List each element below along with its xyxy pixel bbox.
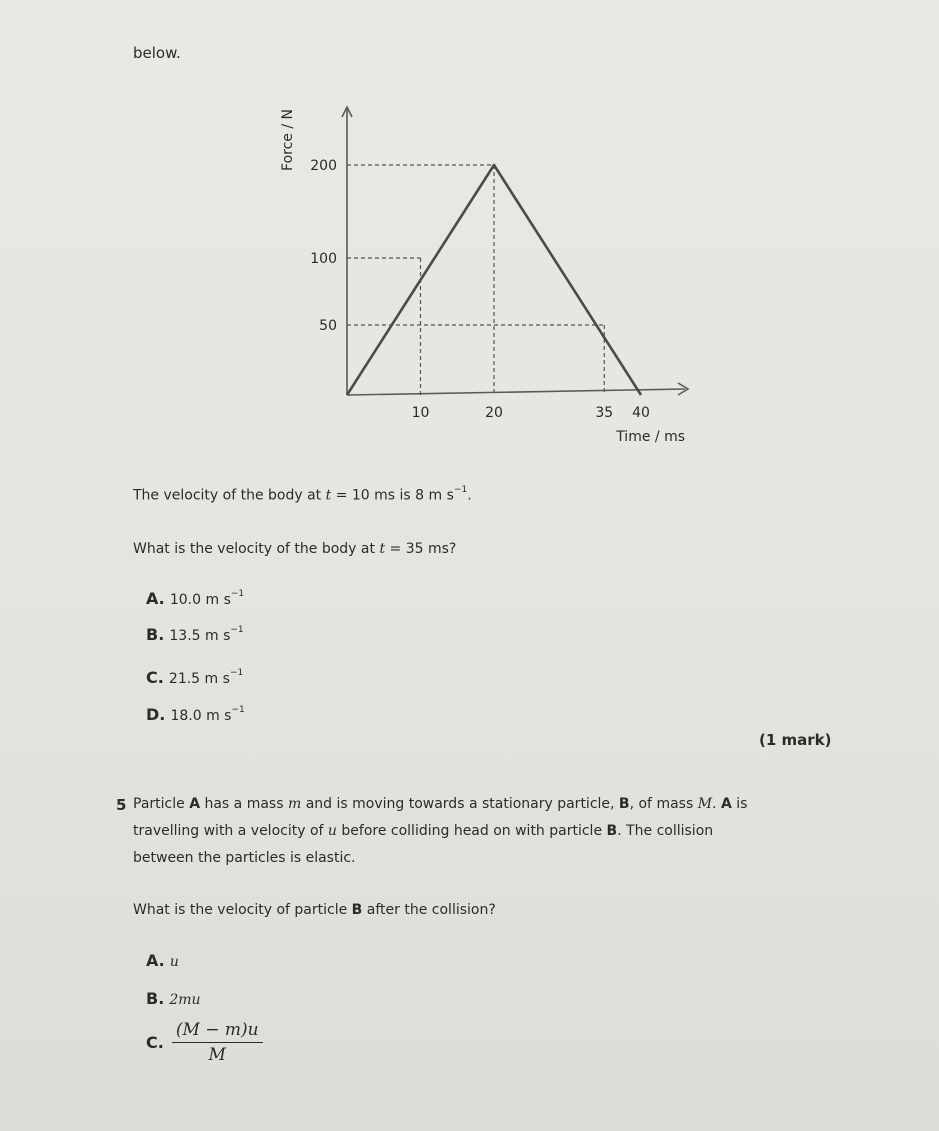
q4-option-d-value: 18.0 m s [170, 708, 232, 724]
q4-question-post: = 35 ms? [389, 541, 457, 557]
q5-question-post: after the collision? [366, 902, 496, 918]
q5-line1-mass-M: M [697, 796, 713, 812]
x-tick-40: 40 [632, 405, 650, 421]
q5-line1-text-5: . [712, 796, 717, 812]
x-axis-label: Time / ms [616, 429, 685, 445]
q5-line-1 [133, 796, 747, 812]
q5-option-b-value: 2mu [169, 992, 201, 1008]
y-tick-200: 200 [310, 158, 337, 174]
q5-question-particle-b: B [351, 902, 363, 918]
q5-option-c-letter: C. [146, 1033, 164, 1052]
q4-statement-var: t [325, 487, 332, 504]
q5-line1-particle-a: A [189, 796, 201, 812]
q5-line1-text-3: and is moving towards a stationary particle, [305, 796, 615, 812]
q5-question-pre: What is the velocity of particle [133, 902, 348, 918]
q4-option-b-letter: B. [146, 625, 165, 644]
q4-option-c-letter: C. [146, 668, 164, 687]
q5-line1-text-4: , of mass [629, 796, 694, 812]
q5-line1-text-1: Particle [133, 796, 185, 812]
q4-statement-pre: The velocity of the body at [133, 487, 322, 504]
q5-question [133, 902, 496, 918]
q4-option-b-sup: −1 [230, 624, 244, 635]
q5-option-a[interactable] [146, 951, 179, 970]
q5-line2-text-1: travelling with a velocity of [133, 823, 324, 839]
q5-line2-particle-b: B [606, 823, 618, 839]
q4-option-a[interactable] [146, 589, 244, 608]
q5-line1-text-6: is [736, 796, 748, 812]
x-tick-20: 20 [485, 405, 503, 421]
x-tick-35: 35 [595, 405, 614, 421]
q5-line-3: between the particles is elastic. [133, 850, 356, 866]
q4-question-var: t [379, 541, 386, 557]
q5-line1-particle-b: B [618, 796, 630, 812]
q4-option-c[interactable] [146, 668, 243, 687]
q4-marks: (1 mark) [759, 731, 832, 749]
q5-option-a-letter: A. [146, 951, 165, 970]
x-tick-10: 10 [411, 405, 430, 421]
q4-option-a-value: 10.0 m s [169, 592, 231, 608]
q4-option-d-sup: −1 [231, 704, 245, 715]
q5-line-2 [133, 823, 713, 839]
q5-line2-text-3: . The collision [617, 823, 714, 839]
q5-line1-particle-a-2: A [720, 796, 732, 812]
q4-statement-sup: −1 [453, 485, 468, 495]
y-tick-100: 100 [310, 251, 337, 267]
q5-option-b-letter: B. [146, 989, 165, 1008]
y-axis-label: Force / N [280, 109, 296, 171]
q5-line2-velocity-u: u [327, 823, 337, 839]
y-tick-50: 50 [319, 318, 337, 334]
q4-option-a-sup: −1 [230, 588, 245, 599]
q5-option-a-value: u [169, 954, 179, 970]
q4-statement [133, 487, 472, 504]
q4-option-d[interactable] [146, 705, 245, 724]
q5-option-c-fraction [172, 1020, 263, 1065]
q4-statement-post: . [467, 487, 472, 504]
q4-option-a-letter: A. [146, 589, 165, 608]
q5-line2-text-2: before colliding head on with particle [341, 823, 603, 839]
q4-option-d-letter: D. [146, 705, 166, 724]
q5-line1-text-2: has a mass [204, 796, 284, 812]
q4-option-c-sup: −1 [229, 667, 244, 678]
q4-option-c-value: 21.5 m s [168, 671, 230, 687]
q4-option-b[interactable] [146, 625, 244, 644]
q5-option-c-denominator: M [208, 1045, 226, 1065]
intro-fragment: below. [133, 44, 181, 62]
q5-line1-mass-m: m [287, 796, 302, 812]
q4-option-b-value: 13.5 m s [169, 628, 231, 644]
q4-question-pre: What is the velocity of the body at [133, 541, 375, 557]
q5-option-b[interactable] [146, 989, 201, 1008]
force-time-graph [270, 95, 710, 455]
q4-statement-eq: = 10 ms is 8 m s [335, 487, 454, 504]
q5-option-c[interactable] [146, 1020, 263, 1065]
q5-number: 5 [116, 796, 127, 814]
q5-option-c-numerator: (M − m)u [172, 1020, 263, 1043]
x-axis [347, 389, 685, 395]
q4-question [133, 541, 456, 557]
